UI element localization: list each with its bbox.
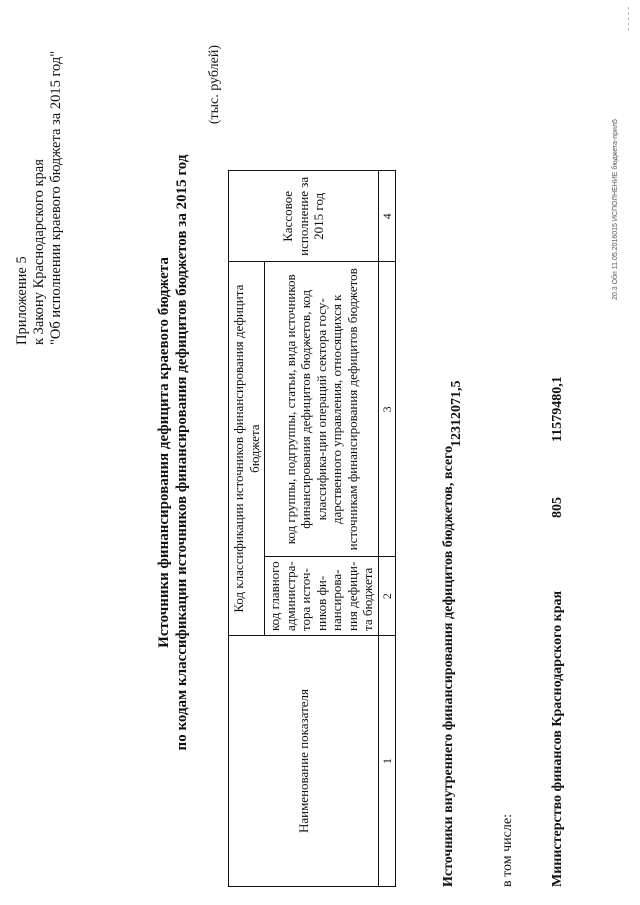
- row-including: в том числе:: [500, 814, 515, 887]
- row-total-value: 12312071,5: [449, 380, 464, 447]
- header-source-code: код группы, подгруппы, статьи, вида источников финансирования дефицитов бюджетов, код классифика-ции операций сектора госу-дарственного управления, относящихся к источникам финансирования дефицитов бюджетов: [265, 262, 379, 557]
- document-title: Источники финансирования дефицита краевого бюджета: [156, 257, 172, 648]
- appendix-line: "Об исполнении краевого бюджета за 2015 год": [48, 50, 64, 345]
- file-stamp: 20.3 Обп 11.05.2016015 ИСПОЛНЕНИЕ бюджета-прил5: [612, 119, 619, 300]
- appendix-header: [14, 15, 65, 345]
- appendix-line: к Закону Краснодарского края: [31, 159, 47, 345]
- column-number: 2: [378, 557, 395, 636]
- header-table: [228, 170, 396, 887]
- appendix-line: Приложение 5: [14, 256, 30, 345]
- header-execution: Кассовое исполнение за 2015 год: [229, 171, 379, 262]
- edge-line: [628, 7, 629, 31]
- header-admin-code: код главного администра-тора источ-ников фи-нансирова-ния дефици-та бюджета: [265, 557, 379, 636]
- column-number: 4: [378, 171, 395, 262]
- row-ministry-label: Министерство финансов Краснодарского края: [550, 590, 565, 887]
- row-total-label: Источники внутреннего финансирования дефицитов бюджетов, всего: [441, 445, 456, 887]
- header-code-group: Код классификации источников финансирования дефицита бюджета: [229, 262, 265, 636]
- row-ministry: [550, 376, 566, 887]
- row-ministry-value: 11579480,1: [550, 376, 565, 442]
- header-indicator: Наименование показателя: [229, 636, 379, 887]
- column-number: 1: [378, 636, 395, 887]
- document-subtitle: по кодам классификации источников финансирования дефицитов бюджетов за 2015 год: [174, 154, 190, 751]
- column-number: 3: [378, 262, 395, 557]
- row-total: [441, 380, 464, 887]
- units-label: (тыс. рублей): [207, 45, 222, 125]
- row-ministry-code: 805: [550, 497, 565, 518]
